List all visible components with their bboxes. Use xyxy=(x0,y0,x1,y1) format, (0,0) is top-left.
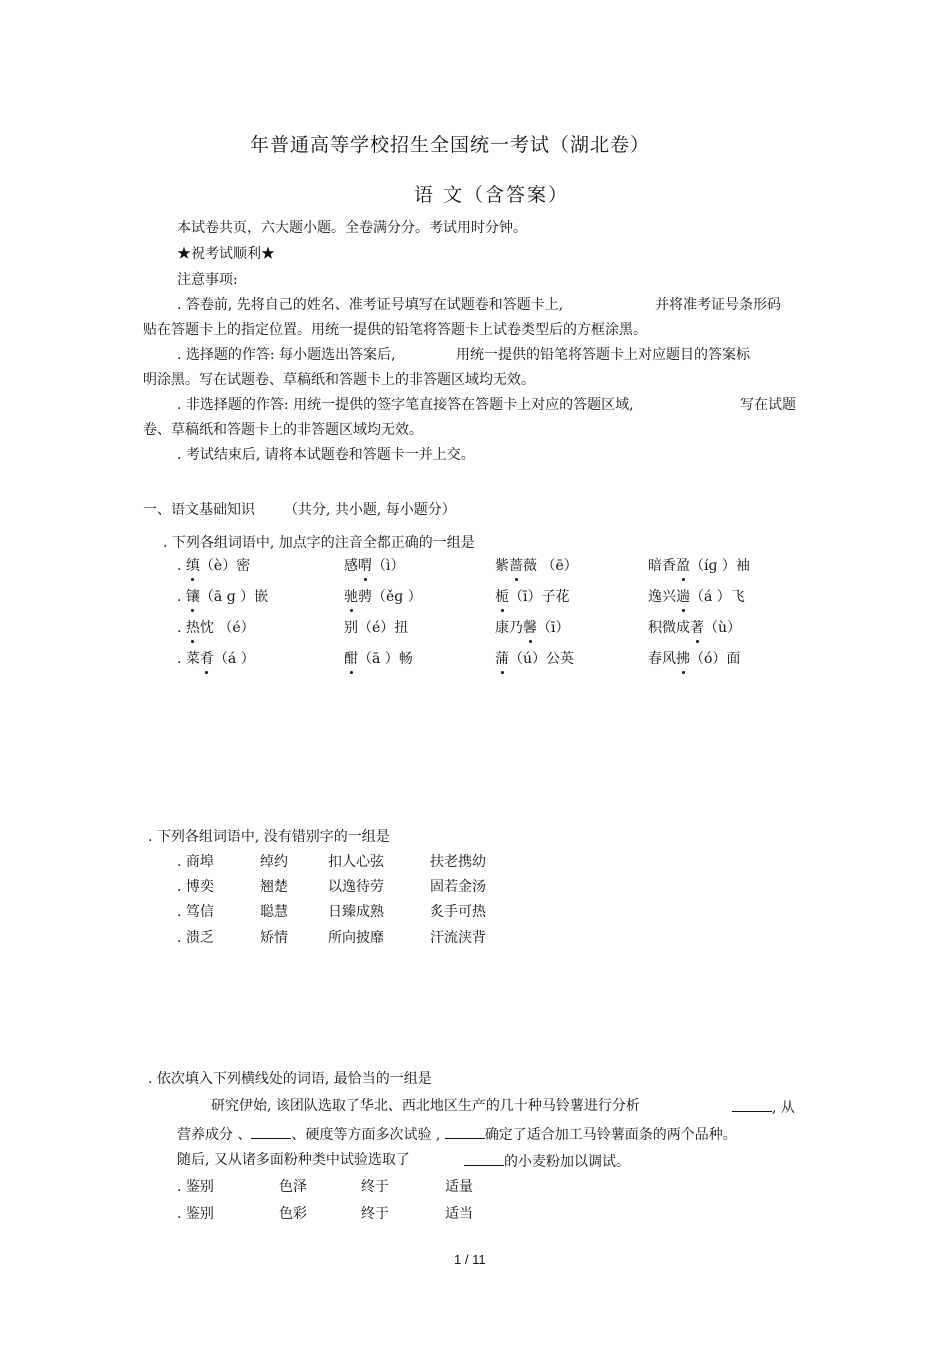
note-2-line-b: 用统一提供的铅笔将答题卡上对应题目的答案标 xyxy=(456,347,750,363)
dotted-char: 遄 xyxy=(676,589,690,605)
option-text: . xyxy=(177,589,186,605)
passage-line-1-a: 研究伊始, 该团队选取了华北、西北地区生产的几十种马铃薯进行分析 xyxy=(211,1098,640,1114)
passage-line-3 xyxy=(464,1151,630,1171)
option-item xyxy=(177,619,255,637)
notice-title: 注意事项: xyxy=(177,272,238,288)
option-item: 矫情 xyxy=(260,930,288,946)
option-text: 春风 xyxy=(648,651,676,667)
option-text: （ì） xyxy=(372,558,405,574)
question-1-stem: . 下列各组词语中, 加点字的注音全都正确的一组是 xyxy=(163,535,475,551)
option-item: 适量 xyxy=(445,1179,473,1195)
dotted-char: 肴 xyxy=(199,651,214,667)
option-text: . 菜 xyxy=(177,651,200,667)
dotted-char: 酣 xyxy=(344,651,358,667)
note-2-line-a: . 选择题的作答: 每小题选出答案后, xyxy=(177,347,396,363)
option-item: 聪慧 xyxy=(260,904,288,920)
option-item: . 鉴别 xyxy=(177,1179,214,1195)
option-item: 绰约 xyxy=(260,854,288,870)
question-2-stem: . 下列各组词语中, 没有错别字的一组是 xyxy=(148,829,390,845)
intro-line: 本试卷共页，六大题小题。全卷满分分。考试用时分钟。 xyxy=(177,220,527,236)
option-text: 康乃 xyxy=(495,620,523,636)
option-item xyxy=(648,588,745,606)
option-text: 薇 （ē） xyxy=(523,558,578,574)
option-text: （á ） xyxy=(213,651,255,667)
option-text: （ó）面 xyxy=(690,651,741,667)
dotted-char: 蒲 xyxy=(495,651,509,667)
option-item: . 博奕 xyxy=(177,879,214,895)
option-item: 适当 xyxy=(445,1206,473,1222)
question-3-stem: . 依次填入下列横线处的词语, 最恰当的一组是 xyxy=(148,1071,432,1087)
option-text: 暗香 xyxy=(648,558,676,574)
option-text: （ā ）畅 xyxy=(358,651,413,667)
option-text: 紫 xyxy=(495,558,509,574)
option-text: 忱 （é） xyxy=(199,620,255,636)
dotted-char: 盈 xyxy=(676,558,690,574)
passage-line-3-b: 的小麦粉加以调试。 xyxy=(504,1154,630,1170)
option-text: 别 xyxy=(344,620,358,636)
option-item xyxy=(177,588,268,606)
option-item xyxy=(495,619,569,637)
passage-line-2-a: 营养成分 、 xyxy=(177,1127,252,1143)
note-1-line-b: 并将准考证号条形码 xyxy=(655,297,781,313)
dotted-char: 蔷 xyxy=(509,558,523,574)
option-text: （íɡ ）袖 xyxy=(690,558,750,574)
answer-blank-3 xyxy=(445,1124,485,1139)
exam-subtitle: 语 文（含答案） xyxy=(414,184,570,206)
option-item xyxy=(344,588,422,606)
dotted-char: 镶 xyxy=(185,589,200,605)
passage-line-2-c: 确定了适合加工马铃薯面条的两个品种。 xyxy=(484,1127,737,1143)
answer-blank-4 xyxy=(464,1151,504,1166)
dotted-char: 热 xyxy=(185,620,200,636)
option-item xyxy=(648,619,741,637)
option-item xyxy=(344,650,413,668)
option-text: 感 xyxy=(344,558,358,574)
option-text: （ú）公英 xyxy=(509,651,575,667)
option-item: 日臻成熟 xyxy=(328,904,384,920)
option-item: 翘楚 xyxy=(260,879,288,895)
page-number: 1 / 11 xyxy=(454,1252,486,1267)
note-4-line-a: . 考试结束后, 请将本试题卷和答题卡一并上交。 xyxy=(177,447,475,463)
option-item xyxy=(648,650,740,668)
option-item: 汗流浃背 xyxy=(430,930,486,946)
passage-line-3-a: 随后, 又从诸多面粉种类中试验选取了 xyxy=(177,1152,410,1168)
option-item: 色彩 xyxy=(279,1206,307,1222)
option-text: 积微成 xyxy=(648,620,690,636)
wish-line: ★祝考试顺利★ xyxy=(177,246,275,262)
option-text: . xyxy=(177,558,186,574)
option-item: . 商埠 xyxy=(177,854,214,870)
option-item: . 鉴别 xyxy=(177,1206,214,1222)
note-3-line-b: 写在试题 xyxy=(740,397,796,413)
option-text: （é）扭 xyxy=(358,620,409,636)
note-3-line-a: . 非选择题的作答: 用统一提供的签字笔直接答在答题卡上对应的答题区域, xyxy=(177,397,634,413)
dotted-char: 喟 xyxy=(358,558,372,574)
passage-line-2-b: 、硬度等方面多次试验 , xyxy=(291,1127,441,1143)
section-meta: （共分, 共小题, 每小题分） xyxy=(284,502,456,518)
option-item: 终于 xyxy=(361,1179,389,1195)
option-item: 扣人心弦 xyxy=(328,854,384,870)
passage-line-2 xyxy=(177,1124,737,1144)
note-1-line-a: . 答卷前, 先将自己的姓名、准考证号填写在试题卷和答题卡上, xyxy=(177,297,564,313)
section-title: 一、语文基础知识 xyxy=(143,502,255,518)
option-text: （ù） xyxy=(704,620,742,636)
option-item: 所向披靡 xyxy=(328,930,384,946)
dotted-char: 拂 xyxy=(676,651,690,667)
dotted-char: 馨 xyxy=(523,620,537,636)
option-item xyxy=(177,557,250,575)
option-text: （á ）飞 xyxy=(690,589,745,605)
option-item: 色泽 xyxy=(279,1179,307,1195)
note-2-line-c: 明涂黑。写在试题卷、草稿纸和答题卡上的非答题区域均无效。 xyxy=(143,372,535,388)
option-item: 炙手可热 xyxy=(430,904,486,920)
option-item: 扶老携幼 xyxy=(430,854,486,870)
option-text: （è）密 xyxy=(199,558,251,574)
exam-title: 年普通高等学校招生全国统一考试（湖北卷） xyxy=(250,134,651,156)
passage-line-1-b: , 从 xyxy=(772,1100,795,1116)
option-item xyxy=(344,619,408,637)
dotted-char: 缜 xyxy=(185,558,200,574)
note-1-line-c: 贴在答题卡上的指定位置。用统一提供的铅笔将答题卡上试卷类型后的方框涂黑。 xyxy=(143,322,647,338)
option-text: 骋（ěɡ ） xyxy=(358,589,422,605)
option-item: 终于 xyxy=(361,1206,389,1222)
option-item: . 溃乏 xyxy=(177,930,214,946)
note-3-line-c: 卷、草稿纸和答题卡上的非答题区域均无效。 xyxy=(143,422,423,438)
option-item: . 笃信 xyxy=(177,904,214,920)
option-item xyxy=(495,557,578,575)
option-text: 逸兴 xyxy=(648,589,676,605)
option-item xyxy=(177,650,255,668)
option-item xyxy=(648,557,750,575)
option-item xyxy=(344,557,404,575)
option-item: 固若金汤 xyxy=(430,879,486,895)
dotted-char: 著 xyxy=(690,620,704,636)
answer-blank-1 xyxy=(732,1097,795,1117)
answer-blank-2 xyxy=(251,1124,291,1139)
option-item xyxy=(495,650,574,668)
dotted-char: 驰 xyxy=(344,589,358,605)
option-text: . xyxy=(177,620,186,636)
dotted-char: 栀 xyxy=(495,589,509,605)
option-item xyxy=(495,588,569,606)
option-text: （ī） xyxy=(537,620,570,636)
option-item: 以逸待劳 xyxy=(328,879,384,895)
option-text: （ā ɡ ）嵌 xyxy=(199,589,269,605)
option-text: （ī）子花 xyxy=(509,589,570,605)
